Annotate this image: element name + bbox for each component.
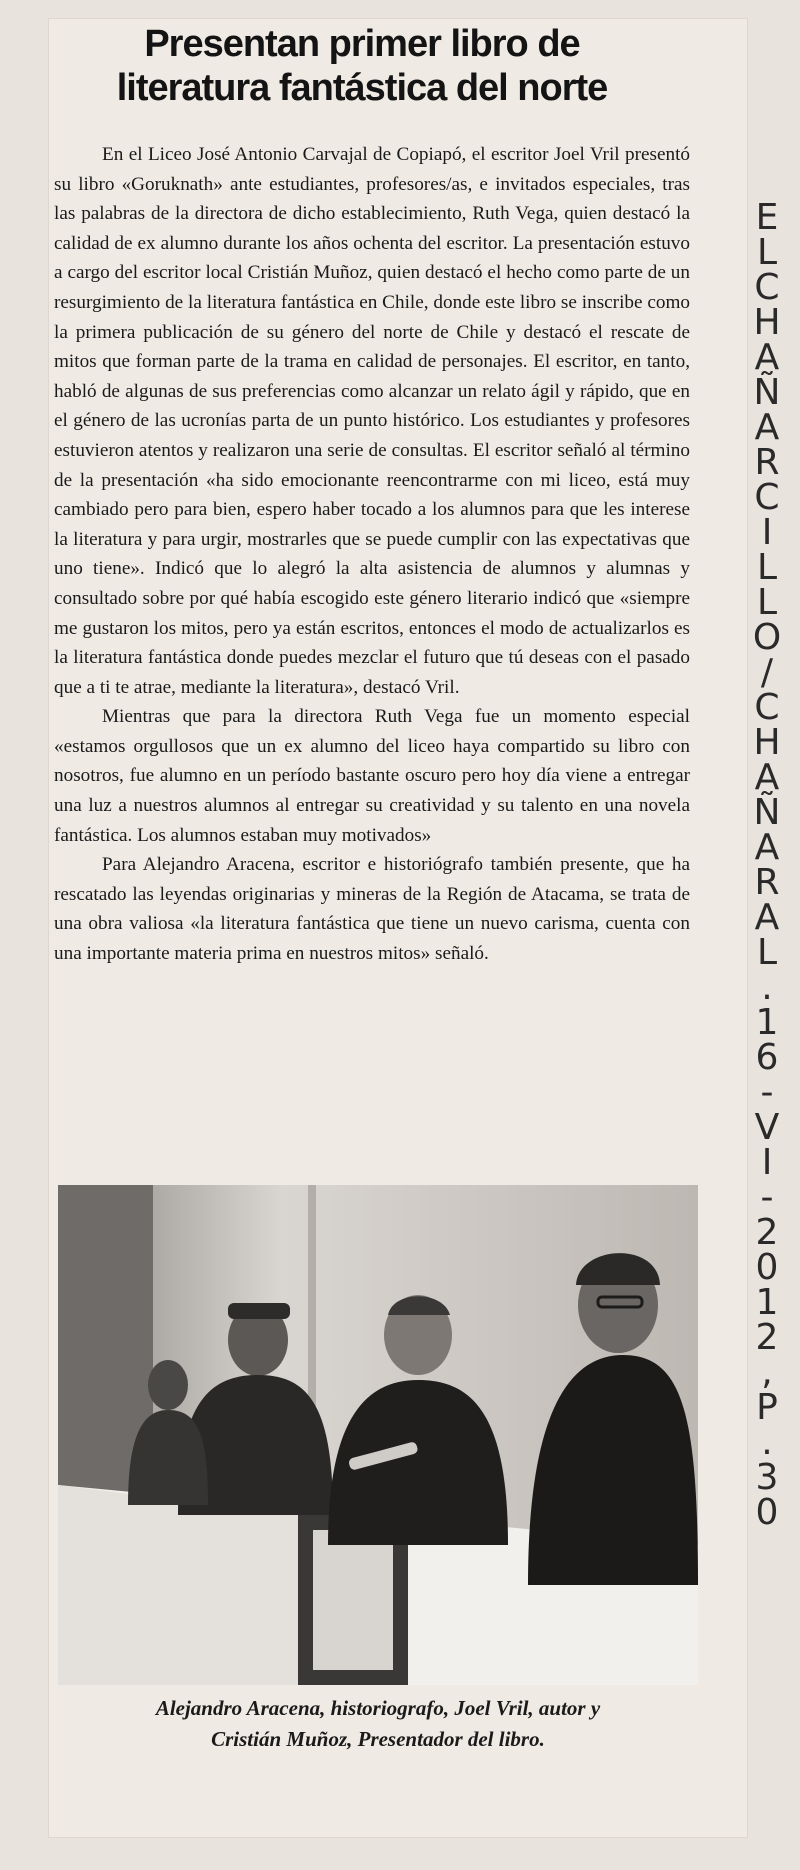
note-line: E L <box>755 197 779 273</box>
article-paragraph: Mientras que para la directora Ruth Vega fue un momento especial «estamos orgullosos que un ex alumno del liceo haya compartido su libro con nosotros, fue alumno en un período bastante oscuro pero hoy día viene a entregar una luz a nuestros alumnos al entregar su creatividad y su talento en una novela fantástica. Los alumnos estaban muy motivados» <box>54 706 690 846</box>
article-headline <box>62 22 662 110</box>
article-paragraph: Para Alejandro Aracena, escritor e historiógrafo también presente, que ha rescatado las leyendas originarias y mineras de la Región de Atacama, se trata de una obra valiosa «la literatura fantástica que tiene un nuevo carisma, cuenta con una importante materia prima en nuestros mitos» señaló. <box>54 854 690 965</box>
headline-line-2: literatura fantástica del norte <box>116 67 608 109</box>
caption-line-1: Alejandro Aracena, historiografo, Joel Vril, autor y <box>155 1696 601 1720</box>
handwritten-source-note <box>752 197 782 1533</box>
note-line: 1 6 - V I - 2 0 1 2 , <box>754 1002 780 1393</box>
article-photo <box>58 1185 698 1685</box>
article-body <box>54 140 690 969</box>
photo-caption <box>58 1693 698 1755</box>
note-line: / <box>760 652 774 693</box>
note-line: P . 3 0 <box>755 1387 779 1533</box>
note-line: C H A Ñ A R C I L L O <box>752 267 782 658</box>
note-line: C H A Ñ A R A L . <box>753 687 781 1008</box>
photo-of-presenters <box>58 1185 698 1685</box>
headline-line-1: Presentan primer libro de <box>144 23 580 65</box>
caption-line-2: Cristián Muñoz, Presentador del libro. <box>211 1727 545 1751</box>
article-paragraph: En el Liceo José Antonio Carvajal de Copiapó, el escritor Joel Vril presentó su libro «Goruknath» ante estudiantes, profesores/as, e invitados especiales, tras las palabras de la directora de dicho establecimiento, Ruth Vega, quien destacó la calidad de ex alumno durante los años ochenta del escritor. La presentación estuvo a cargo del escritor local Cristián Muñoz, quien destacó el hecho como parte de un resurgimiento de la literatura fantástica en Chile, donde este libro se inscribe como la primera publicación de su género del norte de Chile y destacó el rescate de mitos que forman parte de la trama en calidad de personajes. El escritor, en tanto, habló de algunas de sus preferencias como alcanzar un relato ágil y rápido, que en el género de las ucronías parta de un punto histórico. Los estudiantes y profesores estuvieron atentos y realizaron una serie de consultas. El escritor señaló al término de la presentación «ha sido emocionante reencontrarme con mi liceo, está muy cambiado pero para bien, espero haber tocado a los alumnos para que les interese la literatura y para urgir, mostrarles que se puede cumplir con las expectativas que uno tiene». Indicó que lo alegró la alta asistencia de alumnos y alumnas y consultado sobre por qué había escogido este género literario indicó que «siempre me gustaron los mitos, pero ya están escritos, entonces el modo de actualizarlos es la literatura fantástica donde puedes mezclar el futuro que tú deseas con el pasado que a ti te atrae, mediante la literatura», destacó Vril. <box>54 144 690 698</box>
